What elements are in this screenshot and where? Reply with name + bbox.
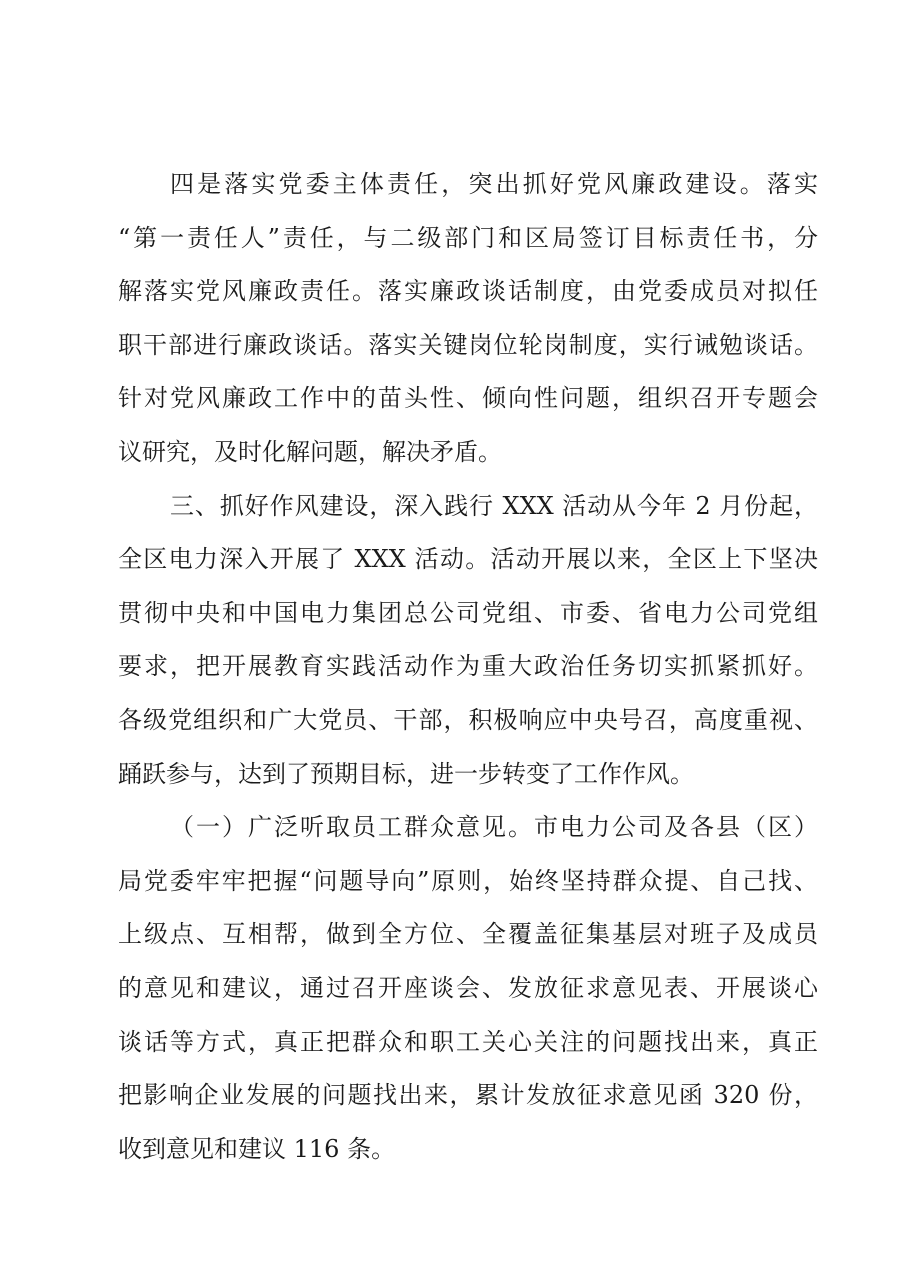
paragraph-line: 解落实党风廉政责任。落实廉政谈话制度，由党委成员对拟任 — [118, 277, 818, 306]
paragraph-line: 踊跃参与，达到了预期目标，进一步转变了工作作风。 — [118, 759, 694, 788]
paragraph-line: 三、抓好作风建设，深入践行 XXX 活动从今年 2 月份起， — [170, 491, 818, 520]
paragraph-line: 议研究，及时化解问题，解决矛盾。 — [118, 437, 502, 466]
paragraph-line: 全区电力深入开展了 XXX 活动。活动开展以来，全区上下坚决 — [118, 545, 818, 574]
paragraph-line: 职干部进行廉政谈话。落实关键岗位轮岗制度，实行诫勉谈话。 — [118, 330, 818, 359]
paragraph-line: 要求，把开展教育实践活动作为重大政治任务切实抓紧抓好。 — [118, 652, 818, 681]
paragraph-line: 收到意见和建议 116 条。 — [118, 1134, 396, 1163]
paragraph-party-integrity — [118, 158, 818, 480]
paragraph-line: 谈话等方式，真正把群众和职工关心关注的问题找出来，真正 — [118, 1027, 818, 1056]
document-body — [118, 158, 818, 1176]
paragraph-line: “第一责任人”责任，与二级部门和区局签订目标责任书，分 — [118, 223, 818, 252]
paragraph-line: 上级点、互相帮，做到全方位、全覆盖征集基层对班子及成员 — [118, 920, 818, 949]
paragraph-line: 把影响企业发展的问题找出来，累计发放征求意见函 320 份， — [118, 1081, 818, 1110]
paragraph-line: 贯彻中央和中国电力集团总公司党组、市委、省电力公司党组 — [118, 598, 818, 627]
paragraph-line: （一）广泛听取员工群众意见。市电力公司及各县（区） — [170, 813, 818, 842]
paragraph-line: 局党委牢牢把握“问题导向”原则，始终坚持群众提、自己找、 — [118, 866, 818, 895]
paragraph-line: 四是落实党委主体责任，突出抓好党风廉政建设。落实 — [170, 170, 818, 198]
paragraph-opinions — [118, 801, 818, 1176]
paragraph-line: 的意见和建议，通过召开座谈会、发放征求意见表、开展谈心 — [118, 973, 818, 1002]
paragraph-line: 各级党组织和广大党员、干部，积极响应中央号召，高度重视、 — [118, 705, 818, 734]
paragraph-line: 针对党风廉政工作中的苗头性、倾向性问题，组织召开专题会 — [118, 384, 818, 413]
paragraph-work-style — [118, 480, 818, 802]
